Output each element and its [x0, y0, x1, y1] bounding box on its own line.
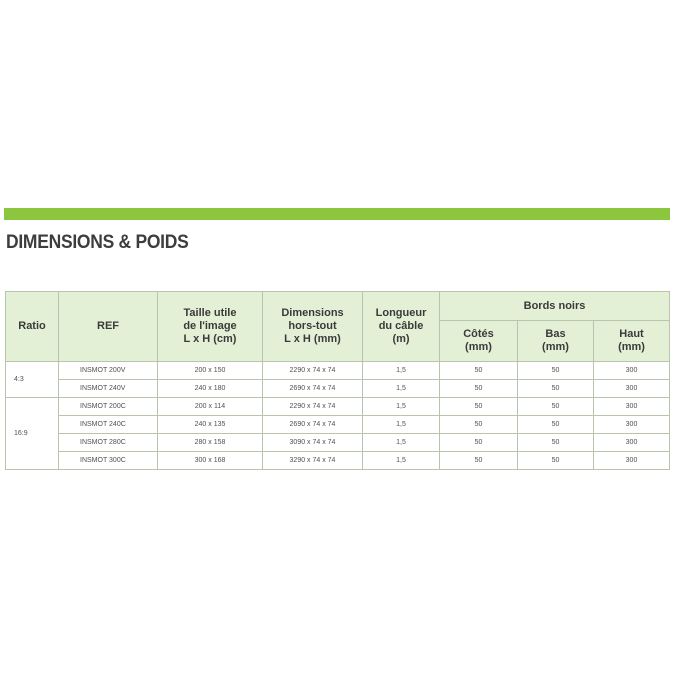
- bas-cell: 50: [518, 398, 594, 416]
- dimensions-cell: 2690 x 74 x 74: [263, 416, 363, 434]
- haut-cell: 300: [594, 434, 670, 452]
- green-accent-bar: [4, 208, 670, 220]
- haut-cell: 300: [594, 362, 670, 380]
- table-row: [6, 452, 670, 470]
- cotes-cell: 50: [440, 416, 518, 434]
- dimensions-cell: 3290 x 74 x 74: [263, 452, 363, 470]
- taille-cell: 280 x 158: [158, 434, 263, 452]
- taille-cell: 200 x 150: [158, 362, 263, 380]
- bas-cell: 50: [518, 380, 594, 398]
- dimensions-cell: 3090 x 74 x 74: [263, 434, 363, 452]
- table-row: [6, 416, 670, 434]
- taille-cell: 240 x 180: [158, 380, 263, 398]
- haut-cell: 300: [594, 452, 670, 470]
- longueur-cell: 1,5: [363, 452, 440, 470]
- col-header-ref: REF: [59, 292, 158, 362]
- cotes-cell: 50: [440, 362, 518, 380]
- cotes-cell: 50: [440, 380, 518, 398]
- col-header-cotes: Côtés (mm): [440, 321, 518, 362]
- haut-cell: 300: [594, 380, 670, 398]
- longueur-cell: 1,5: [363, 416, 440, 434]
- ref-cell: INSMOT 200C: [59, 398, 158, 416]
- haut-cell: 300: [594, 398, 670, 416]
- cotes-cell: 50: [440, 452, 518, 470]
- col-header-dimensions: Dimensions hors-tout L x H (mm): [263, 292, 363, 362]
- ratio-cell: 4:3: [6, 362, 59, 398]
- table-row: [6, 380, 670, 398]
- taille-cell: 300 x 168: [158, 452, 263, 470]
- col-header-ratio: Ratio: [6, 292, 59, 362]
- longueur-cell: 1,5: [363, 380, 440, 398]
- dimensions-table: [5, 291, 670, 470]
- dimensions-cell: 2690 x 74 x 74: [263, 380, 363, 398]
- taille-cell: 200 x 114: [158, 398, 263, 416]
- haut-cell: 300: [594, 416, 670, 434]
- ref-cell: INSMOT 240V: [59, 380, 158, 398]
- dimensions-cell: 2290 x 74 x 74: [263, 398, 363, 416]
- longueur-cell: 1,5: [363, 434, 440, 452]
- col-header-taille: Taille utile de l'image L x H (cm): [158, 292, 263, 362]
- col-header-longueur: Longueur du câble (m): [363, 292, 440, 362]
- table-row: [6, 434, 670, 452]
- table-row: [6, 362, 670, 380]
- bas-cell: 50: [518, 416, 594, 434]
- bas-cell: 50: [518, 452, 594, 470]
- cotes-cell: 50: [440, 398, 518, 416]
- ref-cell: INSMOT 280C: [59, 434, 158, 452]
- cotes-cell: 50: [440, 434, 518, 452]
- longueur-cell: 1,5: [363, 362, 440, 380]
- dimensions-cell: 2290 x 74 x 74: [263, 362, 363, 380]
- col-header-bords-noirs: Bords noirs: [440, 292, 670, 321]
- bas-cell: 50: [518, 362, 594, 380]
- taille-cell: 240 x 135: [158, 416, 263, 434]
- ref-cell: INSMOT 200V: [59, 362, 158, 380]
- longueur-cell: 1,5: [363, 398, 440, 416]
- ref-cell: INSMOT 300C: [59, 452, 158, 470]
- ref-cell: INSMOT 240C: [59, 416, 158, 434]
- bas-cell: 50: [518, 434, 594, 452]
- section-heading: DIMENSIONS & POIDS: [6, 232, 189, 253]
- col-header-bas: Bas (mm): [518, 321, 594, 362]
- table-row: [6, 398, 670, 416]
- ratio-cell: 16:9: [6, 398, 59, 470]
- col-header-haut: Haut (mm): [594, 321, 670, 362]
